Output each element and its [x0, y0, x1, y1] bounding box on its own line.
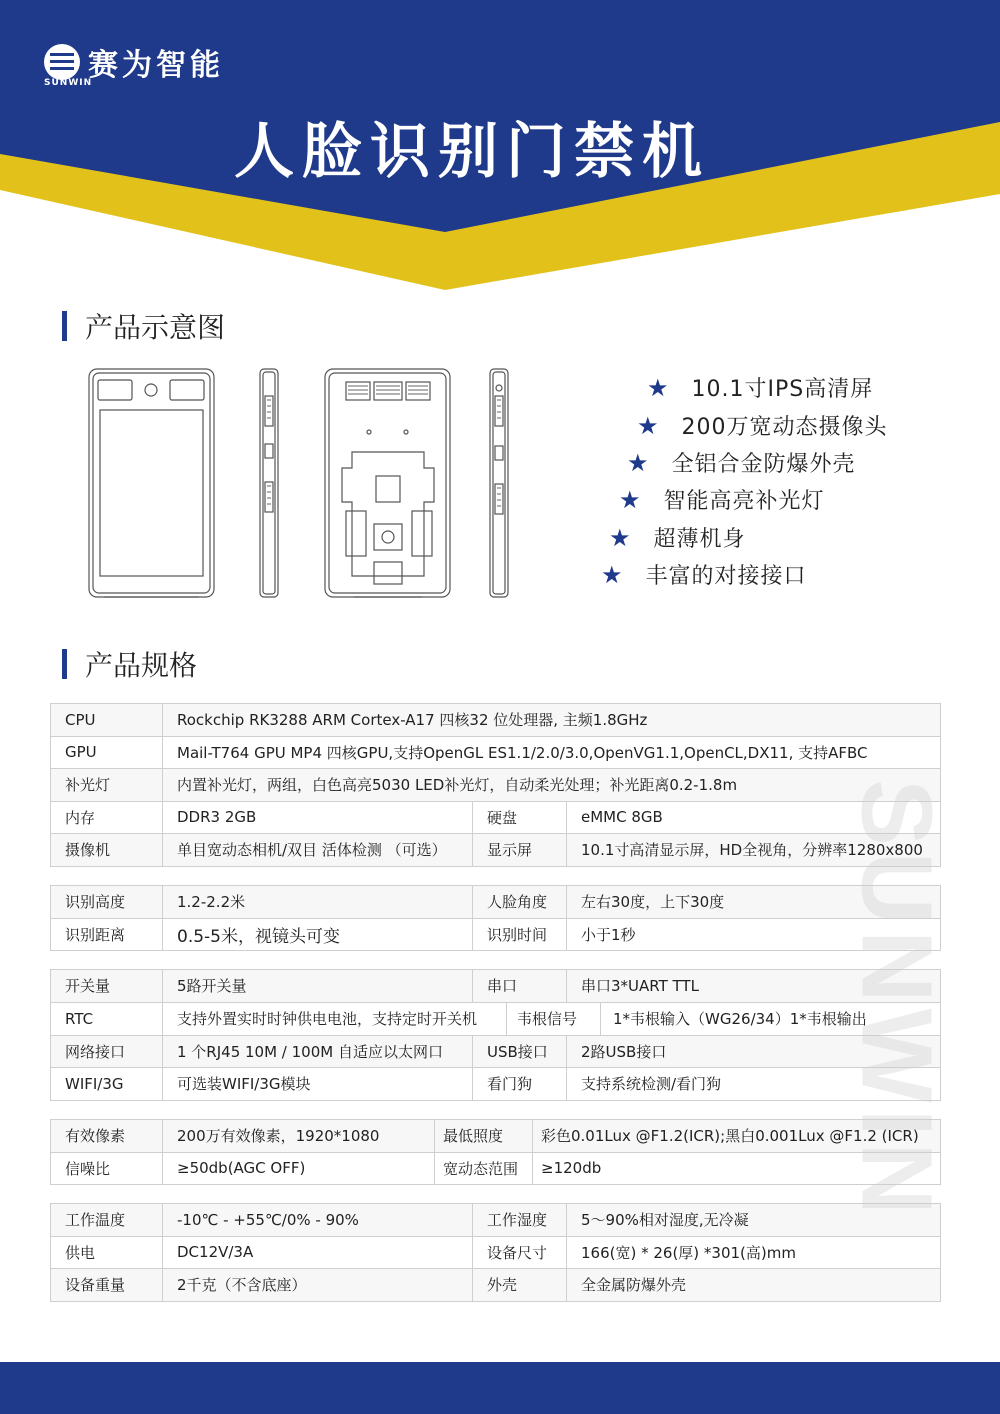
spec-label: 串口 — [473, 970, 567, 1003]
spec-label: 设备尺寸 — [473, 1236, 567, 1269]
spec-label: WIFI/3G — [51, 1068, 163, 1101]
table-row — [51, 918, 941, 951]
spec-value: 1 个RJ45 10M / 100M 自适应以太网口 — [163, 1035, 473, 1068]
spec-value: DDR3 2GB — [163, 801, 473, 834]
star-icon: ★ — [601, 560, 624, 589]
spec-value: 单目宽动态相机/双目 活体检测 （可选） — [163, 834, 473, 867]
star-icon: ★ — [609, 523, 632, 552]
spec-label: CPU — [51, 704, 163, 737]
spec-value: 彩色0.01Lux @F1.2(ICR);黑白0.001Lux @F1.2 (ICR) — [533, 1120, 941, 1153]
spec-value: Mail-T764 GPU MP4 四核GPU,支持OpenGL ES1.1/2.0/3.0,OpenVG1.1,OpenCL,DX11, 支持AFBC — [163, 736, 941, 769]
spec-section-label: 产品规格 — [85, 649, 198, 682]
feature-text: 丰富的对接接口 — [645, 564, 807, 589]
footer-bar — [0, 1362, 1000, 1414]
star-icon: ★ — [647, 373, 670, 402]
feature-text: 智能高亮补光灯 — [663, 489, 825, 514]
table-row — [51, 1002, 941, 1035]
spec-value: ≥120db — [533, 1152, 941, 1185]
spec-value: 1.2-2.2米 — [163, 886, 473, 919]
feature-item — [609, 522, 746, 553]
table-row — [51, 1035, 941, 1068]
spec-value: 0.5-5米，视镜头可变 — [163, 918, 473, 951]
svg-text:SUNWIN: SUNWIN — [840, 779, 953, 1221]
spec-label: 内存 — [51, 801, 163, 834]
feature-text: 全铝合金防爆外壳 — [671, 452, 856, 477]
spec-label: 识别距离 — [51, 918, 163, 951]
spec-label: 识别高度 — [51, 886, 163, 919]
feature-text: 10.1寸IPS高清屏 — [691, 377, 874, 402]
spec-value: 全金属防爆外壳 — [567, 1269, 941, 1302]
spec-label: 信噪比 — [51, 1152, 163, 1185]
diagram-section-title — [62, 306, 225, 346]
back-view-drawing — [325, 369, 450, 597]
spec-value: 小于1秒 — [567, 918, 941, 951]
spec-value: 2千克（不含底座） — [163, 1269, 473, 1302]
spec-value: DC12V/3A — [163, 1236, 473, 1269]
spec-value: 支持外置实时时钟供电电池，支持定时开关机 — [163, 1003, 507, 1035]
spec-value: 支持系统检测/看门狗 — [567, 1068, 941, 1101]
side-view-drawing — [260, 369, 278, 597]
spec-value: eMMC 8GB — [567, 801, 941, 834]
feature-item — [627, 447, 856, 478]
spec-value: 可选装WIFI/3G模块 — [163, 1068, 473, 1101]
table-row — [51, 801, 941, 834]
spec-value: 2路USB接口 — [567, 1035, 941, 1068]
spec-label: USB接口 — [473, 1035, 567, 1068]
spec-value: 200万有效像素，1920*1080 — [163, 1120, 435, 1153]
spec-table-imaging — [50, 1119, 941, 1185]
spec-label: 网络接口 — [51, 1035, 163, 1068]
spec-value-split — [163, 1002, 941, 1035]
spec-label: 人脸角度 — [473, 886, 567, 919]
spec-label: RTC — [51, 1002, 163, 1035]
spec-label: 韦根信号 — [507, 1003, 601, 1035]
star-icon: ★ — [619, 485, 642, 514]
table-row — [51, 1236, 941, 1269]
spec-value: 内置补光灯，两组，白色高亮5030 LED补光灯，自动柔光处理；补光距离0.2-1.8m — [163, 769, 941, 802]
section-marker — [62, 649, 67, 679]
table-row — [51, 1269, 941, 1302]
spec-section-title — [62, 644, 197, 684]
spec-label: 显示屏 — [473, 834, 567, 867]
table-row — [51, 886, 941, 919]
brand-sub: SUNWIN — [44, 78, 93, 88]
feature-list — [595, 370, 975, 600]
spec-table-recognition — [50, 885, 941, 951]
table-row — [51, 1068, 941, 1101]
table-row — [51, 1204, 941, 1237]
spec-label: GPU — [51, 736, 163, 769]
spec-label: 供电 — [51, 1236, 163, 1269]
spec-label: 识别时间 — [473, 918, 567, 951]
product-drawings — [84, 366, 524, 602]
table-row — [51, 769, 941, 802]
spec-value: 166(宽) * 26(厚) *301(高)mm — [567, 1236, 941, 1269]
table-row — [51, 1152, 941, 1185]
spec-label: 开关量 — [51, 970, 163, 1003]
spec-value: 5～90%相对湿度,无冷凝 — [567, 1204, 941, 1237]
feature-text: 200万宽动态摄像头 — [681, 415, 888, 440]
section-marker — [62, 311, 67, 341]
feature-item — [601, 559, 807, 590]
spec-label: 外壳 — [473, 1269, 567, 1302]
feature-item — [647, 372, 873, 403]
spec-label: 工作温度 — [51, 1204, 163, 1237]
spec-value: 左右30度，上下30度 — [567, 886, 941, 919]
side-view-drawing-2 — [490, 369, 508, 597]
page-title: 人脸识别门禁机 — [234, 117, 710, 187]
spec-table-physical — [50, 1203, 941, 1302]
brand-name: 赛为智能 — [88, 48, 224, 83]
spec-label: 宽动态范围 — [435, 1152, 533, 1185]
spec-table-hardware — [50, 703, 941, 867]
spec-value: 5路开关量 — [163, 970, 473, 1003]
feature-text: 超薄机身 — [653, 527, 746, 552]
spec-value: -10℃ - +55℃/0% - 90% — [163, 1204, 473, 1237]
diagram-section-label: 产品示意图 — [85, 311, 226, 344]
spec-label: 最低照度 — [435, 1120, 533, 1153]
spec-value: 10.1寸高清显示屏，HD全视角，分辨率1280x800 — [567, 834, 941, 867]
spec-value: 串口3*UART TTL — [567, 970, 941, 1003]
feature-item — [619, 484, 825, 515]
spec-value: Rockchip RK3288 ARM Cortex-A17 四核32 位处理器, 主频1.8GHz — [163, 704, 941, 737]
spec-label: 硬盘 — [473, 801, 567, 834]
spec-value: 1*韦根输入（WG26/34）1*韦根输出 — [613, 1010, 867, 1028]
feature-item — [637, 410, 888, 441]
spec-value: ≥50db(AGC OFF) — [163, 1152, 435, 1185]
spec-label: 看门狗 — [473, 1068, 567, 1101]
spec-label: 摄像机 — [51, 834, 163, 867]
star-icon: ★ — [637, 411, 660, 440]
table-row — [51, 1120, 941, 1153]
table-row — [51, 736, 941, 769]
spec-label: 有效像素 — [51, 1120, 163, 1153]
spec-table-interfaces — [50, 969, 941, 1101]
sunwin-logo-icon — [44, 44, 80, 80]
spec-label: 补光灯 — [51, 769, 163, 802]
table-row — [51, 970, 941, 1003]
front-view-drawing — [89, 369, 214, 597]
table-row — [51, 704, 941, 737]
table-row — [51, 834, 941, 867]
star-icon: ★ — [627, 448, 650, 477]
spec-label: 设备重量 — [51, 1269, 163, 1302]
spec-label: 工作湿度 — [473, 1204, 567, 1237]
